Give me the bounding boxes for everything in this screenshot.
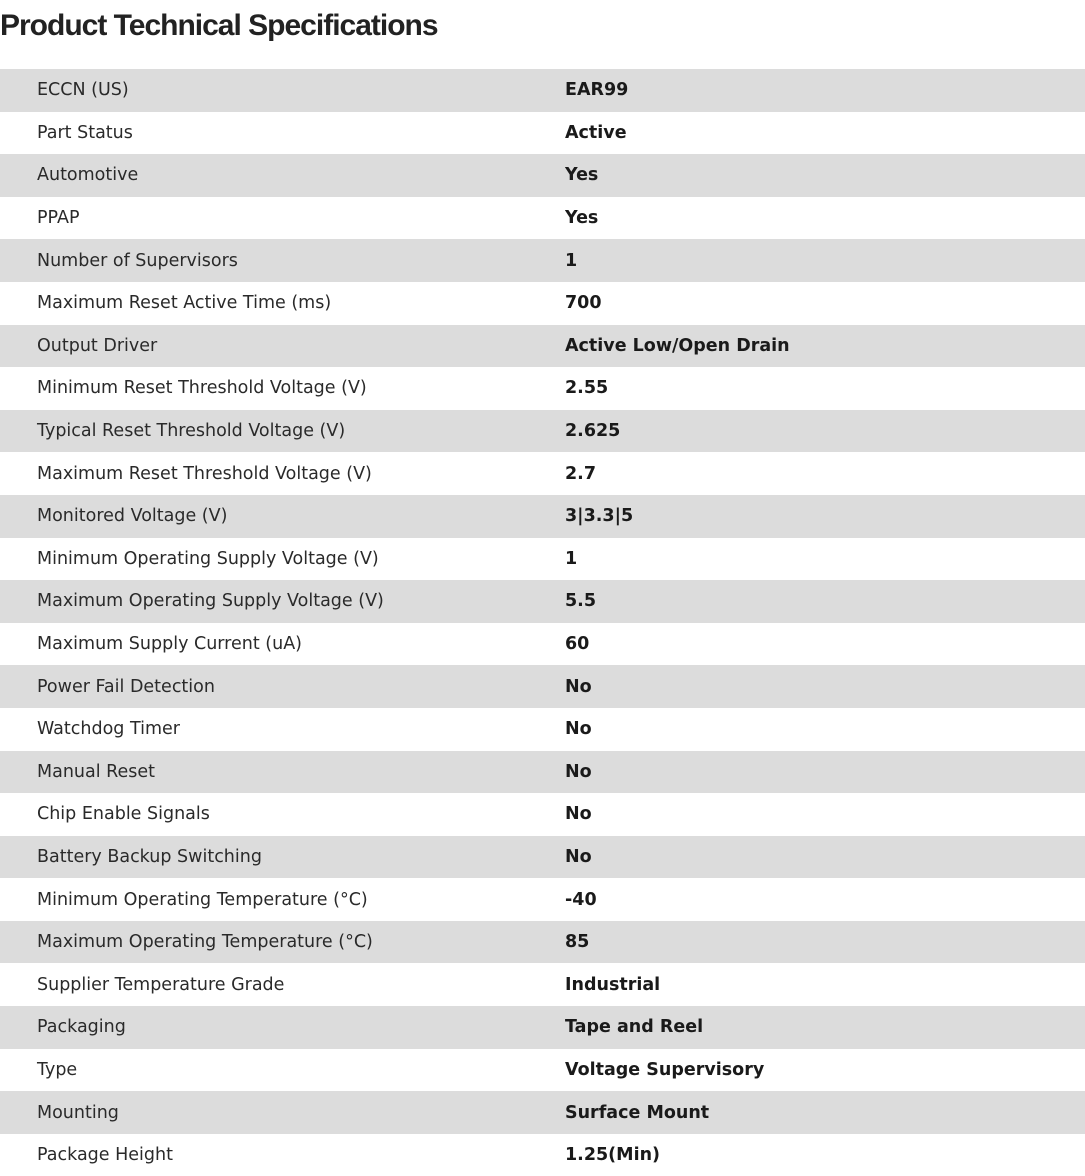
spec-label: Maximum Reset Threshold Voltage (V) xyxy=(37,463,372,484)
spec-value: 60 xyxy=(565,634,590,655)
spec-value: 3|3.3|5 xyxy=(565,506,634,527)
spec-label: Power Fail Detection xyxy=(37,676,215,697)
spec-row xyxy=(0,793,1085,836)
spec-value: 2.7 xyxy=(565,463,597,484)
spec-value: 1 xyxy=(565,250,578,271)
spec-row xyxy=(0,623,1085,666)
spec-label: Typical Reset Threshold Voltage (V) xyxy=(37,421,346,442)
spec-label: Maximum Supply Current (uA) xyxy=(37,634,302,655)
spec-value: 2.625 xyxy=(565,421,621,442)
spec-label: Part Status xyxy=(37,122,133,143)
spec-row xyxy=(0,367,1085,410)
spec-value: Surface Mount xyxy=(565,1102,710,1123)
spec-value: Active Low/Open Drain xyxy=(565,335,790,356)
spec-label: Output Driver xyxy=(37,335,158,356)
spec-value: Industrial xyxy=(565,974,661,995)
spec-value: No xyxy=(565,846,592,867)
spec-value: EAR99 xyxy=(565,80,629,101)
spec-label: ECCN (US) xyxy=(37,80,129,101)
spec-row xyxy=(0,538,1085,581)
spec-value: 5.5 xyxy=(565,591,597,612)
spec-row xyxy=(0,963,1085,1006)
spec-row xyxy=(0,69,1085,112)
spec-row xyxy=(0,751,1085,794)
spec-row xyxy=(0,282,1085,325)
spec-label: Number of Supervisors xyxy=(37,250,238,271)
spec-row xyxy=(0,112,1085,155)
spec-row xyxy=(0,197,1085,240)
spec-row xyxy=(0,1049,1085,1092)
spec-row xyxy=(0,325,1085,368)
spec-value: -40 xyxy=(565,889,597,910)
spec-table-body xyxy=(0,69,1085,1176)
spec-row xyxy=(0,878,1085,921)
spec-value: Voltage Supervisory xyxy=(565,1059,765,1080)
spec-row xyxy=(0,154,1085,197)
spec-row xyxy=(0,452,1085,495)
spec-label: Maximum Reset Active Time (ms) xyxy=(37,293,332,314)
spec-row xyxy=(0,495,1085,538)
spec-value: Active xyxy=(565,122,627,143)
spec-row xyxy=(0,410,1085,453)
spec-label: Minimum Reset Threshold Voltage (V) xyxy=(37,378,367,399)
spec-value: No xyxy=(565,676,592,697)
spec-label: Watchdog Timer xyxy=(37,719,180,740)
spec-label: Battery Backup Switching xyxy=(37,846,262,867)
spec-row xyxy=(0,708,1085,751)
spec-label: Type xyxy=(37,1059,78,1080)
spec-label: Package Height xyxy=(37,1145,173,1166)
spec-label: PPAP xyxy=(37,208,80,229)
spec-value: No xyxy=(565,804,592,825)
spec-row xyxy=(0,1134,1085,1176)
spec-label: Mounting xyxy=(37,1102,119,1123)
spec-label: Packaging xyxy=(37,1017,126,1038)
spec-label: Monitored Voltage (V) xyxy=(37,506,228,527)
spec-row xyxy=(0,1091,1085,1134)
spec-value: 700 xyxy=(565,293,602,314)
spec-value: Yes xyxy=(565,165,599,186)
spec-label: Manual Reset xyxy=(37,761,156,782)
spec-row xyxy=(0,1006,1085,1049)
spec-label: Chip Enable Signals xyxy=(37,804,210,825)
spec-label: Maximum Operating Supply Voltage (V) xyxy=(37,591,384,612)
spec-row xyxy=(0,836,1085,879)
spec-value: No xyxy=(565,761,592,782)
spec-value: No xyxy=(565,719,592,740)
page-title: Product Technical Specifications xyxy=(0,9,438,42)
spec-value: 85 xyxy=(565,932,590,953)
spec-label: Maximum Operating Temperature (°C) xyxy=(37,932,373,953)
spec-row xyxy=(0,665,1085,708)
spec-label: Supplier Temperature Grade xyxy=(37,974,285,995)
spec-table xyxy=(0,69,1085,1176)
spec-row xyxy=(0,580,1085,623)
spec-label: Automotive xyxy=(37,165,139,186)
spec-value: Tape and Reel xyxy=(565,1017,704,1038)
spec-value: 2.55 xyxy=(565,378,609,399)
spec-label: Minimum Operating Supply Voltage (V) xyxy=(37,548,379,569)
spec-value: Yes xyxy=(565,208,599,229)
spec-value: 1.25(Min) xyxy=(565,1145,661,1166)
spec-label: Minimum Operating Temperature (°C) xyxy=(37,889,368,910)
spec-row xyxy=(0,921,1085,964)
spec-value: 1 xyxy=(565,548,578,569)
spec-row xyxy=(0,239,1085,282)
